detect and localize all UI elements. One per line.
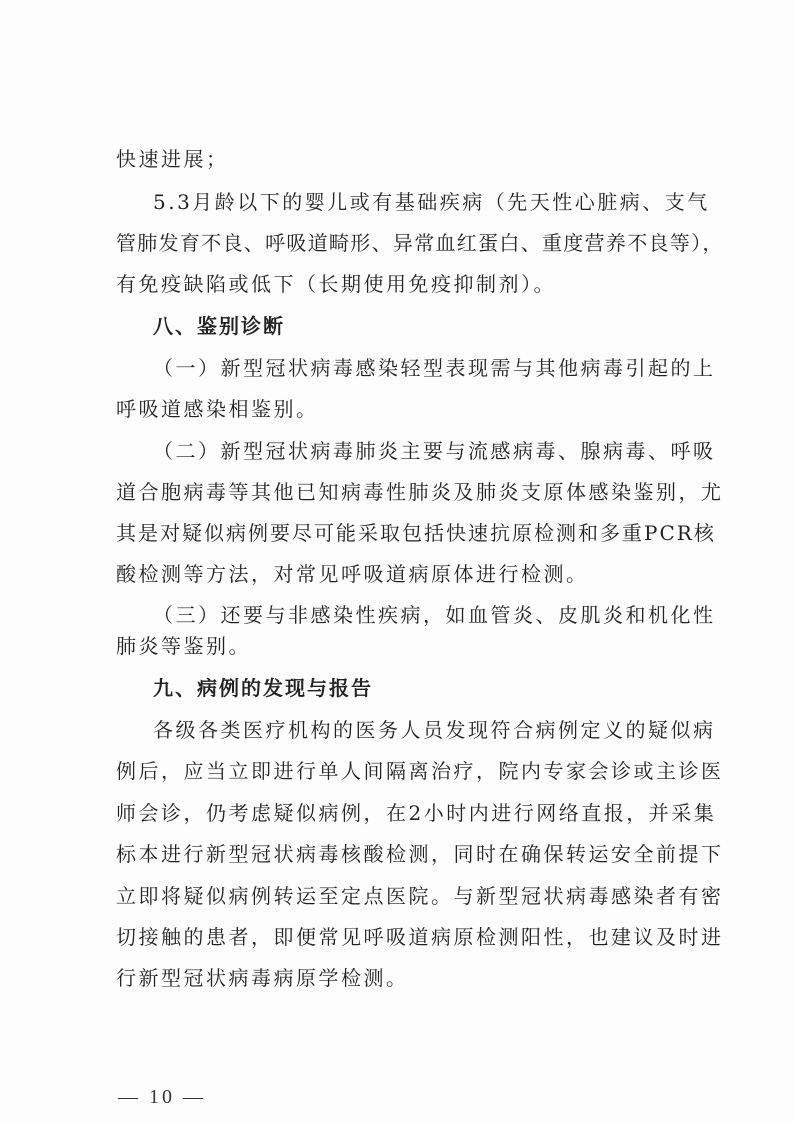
section-8-para1-line-1: （一）新型冠状病毒感染轻型表现需与其他病毒引起的上 <box>153 356 716 380</box>
section-9-para1-line-7: 行新型冠状病毒病原学检测。 <box>116 966 409 990</box>
section-8-para3-line-1: （三）还要与非感染性疾病，如血管炎、皮肌炎和机化性 <box>153 603 716 627</box>
section-8-para2-line-4: 酸检测等方法，对常见呼吸道病原体进行检测。 <box>116 562 589 586</box>
continuation-line: 快速进展； <box>116 147 229 171</box>
item5-line-2: 管肺发育不良、呼吸道畸形、异常血红蛋白、重度营养不良等）， <box>116 231 724 255</box>
page-number: — 10 — <box>118 1086 206 1108</box>
section-8-para1-line-2: 呼吸道感染相鉴别。 <box>116 397 319 421</box>
section-8-para2-line-2: 道合胞病毒等其他已知病毒性肺炎及肺炎支原体感染鉴别，尤 <box>116 480 724 504</box>
section-9-para1-line-2: 例后，应当立即进行单人间隔离治疗，院内专家会诊或主诊医 <box>116 759 724 783</box>
section-8-heading: 八、鉴别诊断 <box>153 314 285 338</box>
section-8-para2-line-1: （二）新型冠状病毒肺炎主要与流感病毒、腺病毒、呼吸 <box>153 439 716 463</box>
section-8-para3-line-2: 肺炎等鉴别。 <box>116 634 251 658</box>
section-9-para1-line-4: 标本进行新型冠状病毒核酸检测，同时在确保转运安全前提下 <box>116 842 724 866</box>
section-8-para2-line-3: 其是对疑似病例要尽可能采取包括快速抗原检测和多重PCR核 <box>116 521 716 545</box>
section-9-heading: 九、病例的发现与报告 <box>153 676 373 700</box>
item5-line-3: 有免疫缺陷或低下（长期使用免疫抑制剂）。 <box>116 272 556 296</box>
section-9-para1-line-1: 各级各类医疗机构的医务人员发现符合病例定义的疑似病 <box>153 718 716 742</box>
item5-line-1: 5.3月龄以下的婴儿或有基础疾病（先天性心脏病、支气 <box>153 190 710 214</box>
section-9-para1-line-3: 师会诊，仍考虑疑似病例，在2小时内进行网络直报，并采集 <box>116 801 717 825</box>
section-9-para1-line-5: 立即将疑似病例转运至定点医院。与新型冠状病毒感染者有密 <box>116 884 724 908</box>
section-9-para1-line-6: 切接触的患者，即便常见呼吸道病原检测阳性，也建议及时进 <box>116 925 724 949</box>
